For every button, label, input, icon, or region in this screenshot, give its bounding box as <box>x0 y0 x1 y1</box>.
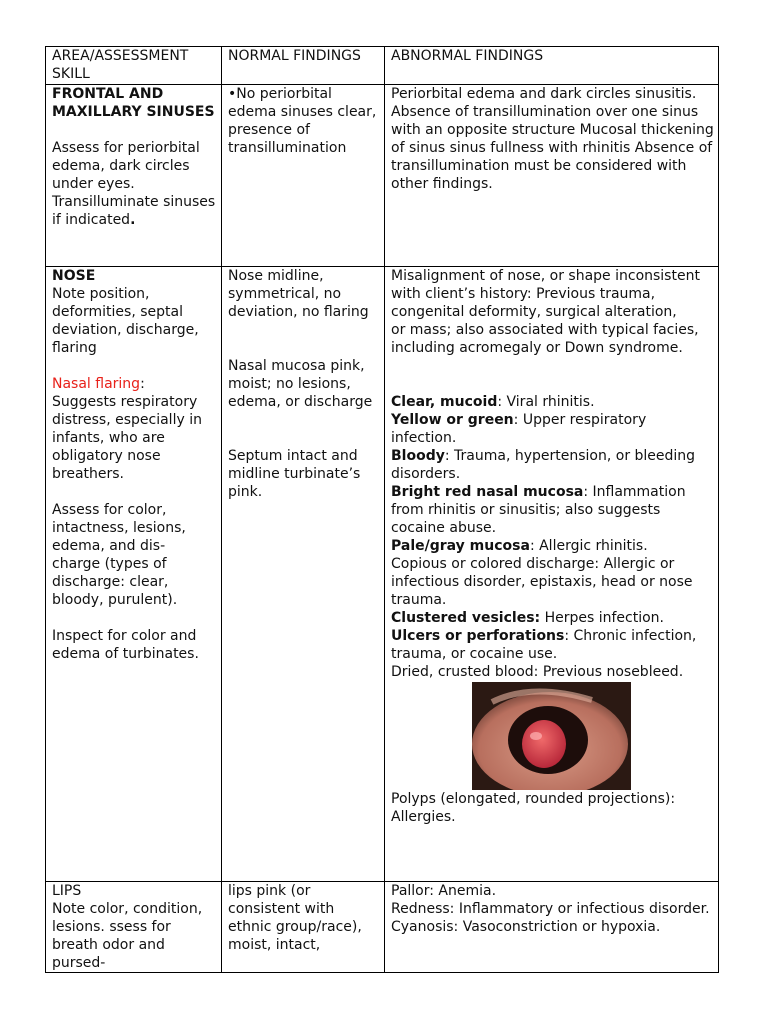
discharge-findings <box>391 393 714 555</box>
frontal-sinus-row <box>46 85 719 267</box>
finding-item: Pale/gray mucosa: Allergic rhinitis. <box>391 538 648 554</box>
lips-abnormal-item: Redness: Inflammatory or infectious disorder. <box>391 901 710 917</box>
nose-abnormal-intro-1: Misalignment of nose, or shape inconsistent with client’s history: Previous trauma, congenital deformity, surgical alteration, <box>391 268 700 320</box>
nasal-flaring-label: Nasal flaring <box>52 376 141 392</box>
copious-discharge: Copious or colored discharge: Allergic or infectious disorder, epistaxis, head or nose trauma. <box>391 556 693 608</box>
nasal-polyp-photo <box>472 682 631 790</box>
frontal-title: FRONTAL AND MAXILLARY SINUSES <box>52 86 215 120</box>
finding-item: Bright red nasal mucosa: Inflammation from rhinitis or sinusitis; also suggests cocaine abuse. <box>391 484 686 536</box>
lips-normal-cell <box>222 882 385 973</box>
frontal-assess: Assess for periorbital edema, dark circles under eyes. Transilluminate sinuses if indicated. <box>52 140 216 228</box>
nose-assess-3: Inspect for color and edema of turbinates. <box>52 628 199 662</box>
lips-abnormal-item: Cyanosis: Vasoconstriction or hypoxia. <box>391 919 661 935</box>
lips-title: LIPS <box>52 883 82 899</box>
nose-normal-cell <box>222 267 385 882</box>
dried-blood: Dried, crusted blood: Previous nosebleed. <box>391 664 684 680</box>
nose-normal-2: Nasal mucosa pink, moist; no lesions, edema, or discharge <box>228 358 373 410</box>
nose-row <box>46 267 719 882</box>
lips-area-cell <box>46 882 222 973</box>
lips-abnormal-item: Pallor: Anemia. <box>391 883 497 899</box>
frontal-abnormal-cell <box>385 85 719 267</box>
nose-normal-1: Nose midline, symmetrical, no deviation, no flaring <box>228 268 369 320</box>
lips-row <box>46 882 719 973</box>
frontal-abnormal-1: Periorbital edema and dark circles sinusitis. <box>391 86 697 102</box>
nose-title: NOSE <box>52 268 96 284</box>
frontal-normal: •No periorbital edema sinuses clear, presence of transillumination <box>228 86 377 156</box>
finding-item: Yellow or green: Upper respiratory infection. <box>391 412 647 446</box>
frontal-normal-cell <box>222 85 385 267</box>
nose-abnormal-intro-2: or mass; also associated with typical facies, including acromegaly or Down syndrome. <box>391 322 699 356</box>
lips-normal: lips pink (or consistent with ethnic group/race), moist, intact, <box>228 883 362 953</box>
header-abnormal: ABNORMAL FINDINGS <box>385 47 719 85</box>
finding-item: Bloody: Trauma, hypertension, or bleeding disorders. <box>391 448 696 482</box>
nose-area-cell <box>46 267 222 882</box>
frontal-abnormal-2: Absence of transillumination over one sinus with an opposite structure Mucosal thickening of sinus sinus fullness with rhinitis Absence of transillumination must be considered with other findings. <box>391 104 714 192</box>
frontal-area-cell <box>46 85 222 267</box>
polyps-note: Polyps (elongated, rounded projections): Allergies. <box>391 791 676 825</box>
finding-item: Ulcers or perforations: Chronic infection, trauma, or cocaine use. <box>391 628 697 662</box>
finding-item: Clustered vesicles: Herpes infection. <box>391 610 665 626</box>
lips-assess: Note color, condition, lesions. ssess for breath odor and pursed- <box>52 901 203 971</box>
nose-assess-1: Note position, deformities, septal deviation, discharge, flaring <box>52 286 199 356</box>
nose-abnormal-cell <box>385 267 719 882</box>
assessment-table <box>45 46 719 973</box>
nose-normal-3: Septum intact and midline turbinate’s pink. <box>228 448 361 500</box>
header-area: AREA/ASSESSMENT SKILL <box>46 47 222 85</box>
nose-assess-2: Assess for color, intactness, lesions, edema, and dis- charge (types of discharge: clear, bloody, purulent). <box>52 502 186 608</box>
finding-item: Clear, mucoid: Viral rhinitis. <box>391 394 595 410</box>
nasal-flaring-note: Nasal flaring: <box>52 376 145 392</box>
nasal-polyp-illustration <box>472 682 631 790</box>
lips-abnormal-cell <box>385 882 719 973</box>
nasal-flaring-text: Suggests respiratory distress, especially in infants, who are obligatory nose breathers. <box>52 394 202 482</box>
header-normal: NORMAL FINDINGS <box>222 47 385 85</box>
header-row <box>46 47 719 85</box>
